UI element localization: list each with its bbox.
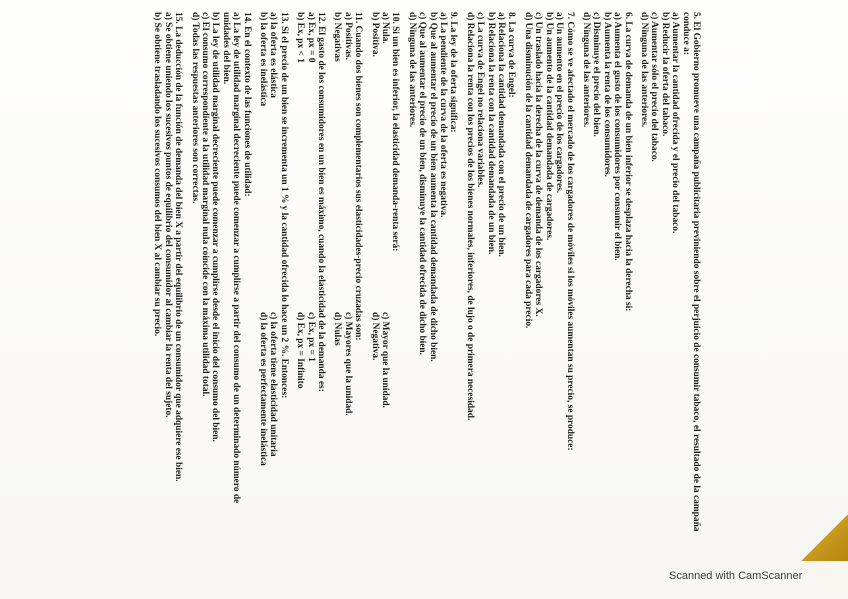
- answer-option: a) Relaciona la cantidad demandada con el precio de un bien.: [496, 12, 507, 257]
- question-stem: 5. El Gobierno promueve una campaña publicitaria previniendo sobre el perjuicio de consumir tabaco, el resultado de la campaña conduce a:: [680, 12, 701, 532]
- answer-option-row: [258, 12, 268, 532]
- answer-option: b) Negativas: [332, 12, 343, 62]
- answer-option: d) Una disminución de la cantidad demandada de cargadores para cada precio.: [522, 12, 533, 329]
- answer-option: c) Un traslado hacia la derecha de la curva de demanda de los cargadores X.: [533, 12, 544, 317]
- answer-option-row: [342, 12, 352, 532]
- answer-option: d) Negativa.: [369, 312, 380, 361]
- answer-option: d) la oferta es perfectamente inelástica: [257, 312, 268, 466]
- answer-option: c) Mayores que la unidad.: [342, 312, 353, 416]
- question-stem: 10. Si un bien es inferior, la elasticidad demanda-renta será:: [390, 12, 401, 252]
- question-6: [581, 12, 633, 532]
- answer-option: c) Ex, px = 1: [305, 312, 316, 362]
- question-list: [152, 12, 701, 532]
- answer-option: a) Positivas.: [342, 12, 353, 60]
- rotated-exam-text: [0, 12, 701, 532]
- question-stem: 14. En el contexto de las funciones de utilidad:: [241, 12, 252, 197]
- answer-option: b) Relaciona la renta con la cantidad demandada de un bien.: [485, 12, 496, 255]
- question-5: [639, 12, 701, 532]
- answer-option: c) Que al aumentar el precio de un bien, disminuye la cantidad ofrecida de dicho bien.: [417, 12, 428, 355]
- answer-option-row: [332, 12, 342, 532]
- answer-option: c) la oferta tiene elasticidad unitaria: [268, 312, 279, 457]
- answer-option: b) Un aumento de la cantidad demandada de cargadores.: [543, 12, 554, 241]
- scanner-watermark: Scanned with CamScanner: [669, 570, 803, 582]
- answer-option: d) Ninguna de las anteriores.: [406, 12, 417, 128]
- question-stem: 7. Cómo se ve afectado el mercado de los cargadores de móviles si los móviles aumentan su precio, se produce:: [564, 12, 575, 451]
- answer-option: d) Nulas: [332, 312, 343, 346]
- answer-option: c) El consumo correspondiente a la utilidad marginal nula coincide con la máxima utilidad total.: [199, 12, 210, 397]
- answer-option: a) Se obtiene uniendo los sucesivos puntos de equilibrio del consumidor al cambiar la renta del sujeto.: [162, 12, 173, 418]
- answer-option: a) La pendiente de la curva de la oferta es negativa.: [438, 12, 449, 218]
- question-9: [406, 12, 458, 532]
- answer-option: b) la oferta es inelástica: [257, 12, 268, 107]
- answer-option-row: [380, 12, 390, 532]
- question-stem: 15. La deducción de la función de demanda del bien X a partir del equilibrio de un consumidor que adquiere ese bien.: [173, 12, 184, 482]
- answer-option: a) la oferta es elástica: [268, 12, 279, 98]
- answer-option: a) Un aumento en el precio de los cargadores.: [554, 12, 565, 194]
- answer-option: c) Mayor que la unidad.: [380, 312, 391, 408]
- question-8: [464, 12, 516, 532]
- answer-option: a) Ex, px = 0: [305, 12, 316, 63]
- answer-option: b) Se obtiene trasladando los sucesivos consumos del bien X al cambiar su precio.: [152, 12, 163, 337]
- question-10: [369, 12, 400, 532]
- question-13: [258, 12, 289, 532]
- answer-option: d) Ninguna de las anteriores.: [638, 12, 649, 128]
- question-stem: 13. Si el precio de un bien se incrementa un 1 % y la cantidad ofrecida lo hace un 2 %. Entonces:: [278, 12, 289, 399]
- answer-option: d) Ninguna de las anteriores.: [580, 12, 591, 128]
- answer-option: b) Positiva.: [369, 12, 380, 57]
- answer-option: c) La curva de Engel no relaciona variables.: [475, 12, 486, 188]
- answer-option: b) Aumenta la renta de los consumidores.: [601, 12, 612, 178]
- answer-option: d) Relaciona la renta con los precios de los bienes normales, inferiores, de lujo o de primera necesidad.: [464, 12, 475, 421]
- question-14: [189, 12, 251, 532]
- answer-option-row: [305, 12, 315, 532]
- question-11: [332, 12, 363, 532]
- answer-option: b) La ley de utilidad marginal decreciente puede comenzar a cumplirse desde el inicio del consumo del bien.: [210, 12, 221, 442]
- answer-option-row: [268, 12, 278, 532]
- question-stem: 6. La curva de demanda de un bien inferior se desplaza hacia la derecha si:: [622, 12, 633, 312]
- question-stem: 9. La ley de la oferta significa:: [448, 12, 459, 133]
- answer-option: c) Disminuye el precio del bien.: [591, 12, 602, 137]
- answer-option: a) Aumentar la cantidad ofrecida y el precio del tabaco.: [670, 12, 681, 234]
- answer-option: b) Ex, px < 1: [295, 12, 306, 63]
- camscanner-corner-badge: [800, 515, 848, 561]
- answer-option: c) Aumentar sólo el precio del tabaco.: [649, 12, 660, 162]
- answer-option-row: [369, 12, 379, 532]
- answer-option: b) Reducir la oferta del tabaco.: [659, 12, 670, 137]
- question-15: [152, 12, 183, 532]
- answer-option: a) La ley de utilidad marginal decreciente puede comenzar a cumplirse a partir del consumo de un determinado número de unidades del bien.: [220, 12, 242, 504]
- question-stem: 12. El gasto de los consumidores en un bien es máximo, cuando la elasticidad de la demanda es:: [316, 12, 326, 392]
- question-stem: 11. Cuando dos bienes son complementarios sus elasticidades-precio cruzadas son:: [353, 12, 364, 341]
- answer-option: d) Ex, px = Infinito: [295, 312, 306, 389]
- answer-option: a) Aumenta el gusto de los consumidores por consumir el bien.: [612, 12, 623, 261]
- answer-option-row: [295, 12, 305, 532]
- question-stem: 8. La curva de Engel:: [506, 12, 517, 98]
- question-12: [295, 12, 326, 532]
- answer-option: b) Que al aumentar el precio de un bien aumenta la cantidad demandada de dicho bien.: [427, 12, 438, 362]
- question-7: [523, 12, 575, 532]
- answer-option: a) Nula.: [380, 12, 391, 44]
- answer-option: d) Todas las respuestas anteriores son correctas.: [189, 12, 200, 204]
